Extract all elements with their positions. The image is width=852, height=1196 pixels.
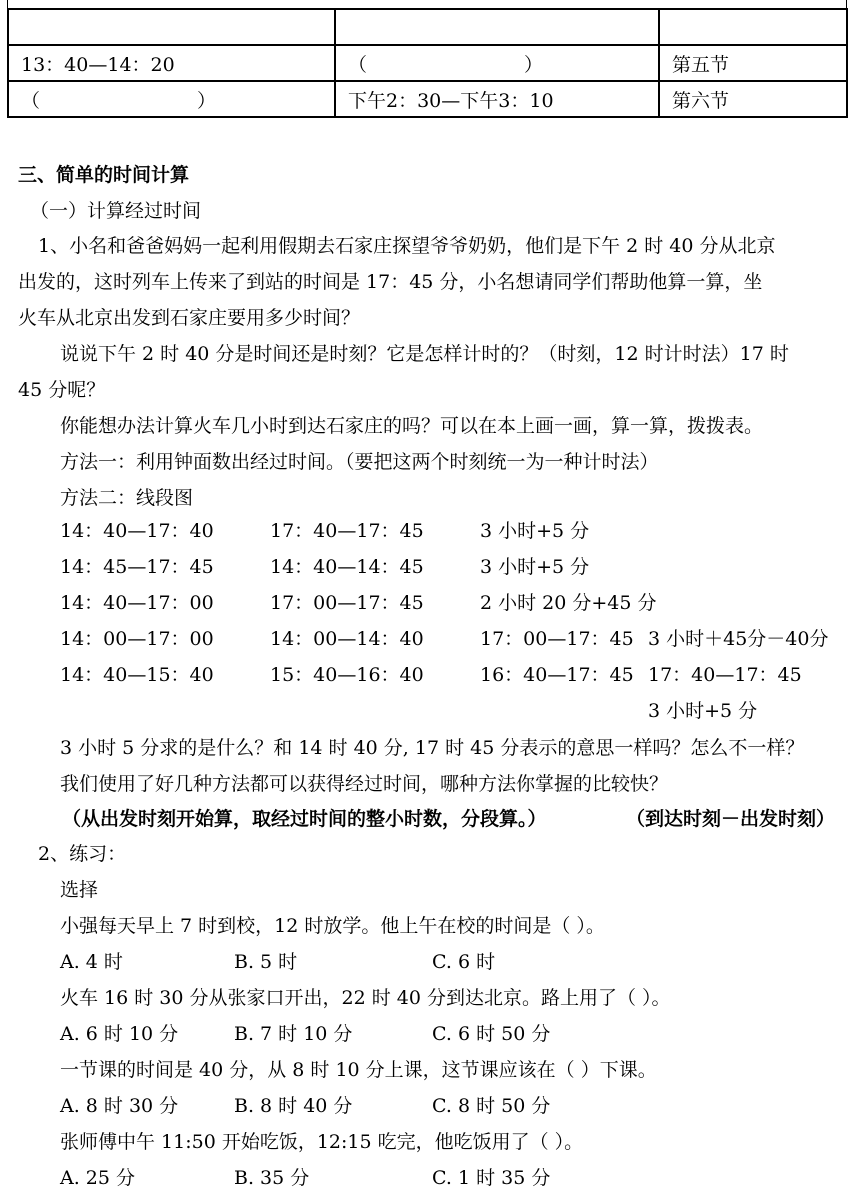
option-b: B. 5 时 (234, 951, 298, 973)
calc-cell: 2 小时 20 分+45 分 (480, 592, 657, 614)
calc-cell: 3 小时+5 分 (480, 520, 590, 542)
calc-cell: 3 小时+5 分 (648, 700, 758, 722)
option-c: C. 8 时 50 分 (432, 1095, 551, 1117)
schedule-table (7, 8, 848, 118)
table-cell: 13：40—14：20 (8, 45, 335, 81)
calc-cell: 15：40—16：40 (270, 664, 424, 686)
option-c: C. 1 时 35 分 (432, 1167, 551, 1189)
calc-cell: 3 小时＋45分－40分 (648, 628, 829, 650)
table-cell: 第五节 (659, 45, 847, 81)
option-c: C. 6 时 (432, 951, 496, 973)
reflection-line: 3 小时 5 分求的是什么？和 14 时 40 分, 17 时 45 分表示的意思一样吗？怎么不一样？ (60, 737, 805, 759)
calc-cell: 14：40—17：00 (60, 592, 214, 614)
subsection-title: （一）计算经过时间 (30, 200, 202, 222)
calc-cell: 17：40—17：45 (648, 664, 802, 686)
q1-line: 1、小名和爸爸妈妈一起利用假期去石家庄探望爷爷奶奶，他们是下午 2 时 40 分从北京 (38, 235, 776, 257)
method-one: 方法一：利用钟面数出经过时间。（要把这两个时刻统一为一种计时法） (60, 451, 659, 473)
table-cell: 下午2：30—下午3：10 (335, 81, 659, 117)
bold-hint-left: （从出发时刻开始算，取经过时间的整小时数，分段算。） (62, 808, 547, 830)
question-text: 小强每天早上 7 时到校，12 时放学。他上午在校的时间是（ ）。 (60, 915, 605, 937)
table-row (8, 45, 847, 81)
option-a: A. 8 时 30 分 (60, 1095, 179, 1117)
table-cell (659, 9, 847, 45)
option-a: A. 25 分 (60, 1167, 136, 1189)
q1-line: 火车从北京出发到石家庄要用多少时间？ (18, 307, 361, 329)
question-text: 一节课的时间是 40 分，从 8 时 10 分上课，这节课应该在（ ）下课。 (60, 1059, 657, 1081)
question-text: 张师傅中午 11:50 开始吃饭，12:15 吃完，他吃饭用了（ ）。 (60, 1131, 584, 1153)
option-a: A. 6 时 10 分 (60, 1023, 179, 1045)
q1-line: 出发的，这时列车上传来了到站的时间是 17：45 分，小名想请同学们帮助他算一算，坐 (18, 271, 763, 293)
reflection-line: 我们使用了好几种方法都可以获得经过时间，哪种方法你掌握的比较快？ (60, 773, 669, 795)
calc-cell: 16：40—17：45 (480, 664, 634, 686)
q1-line: 说说下午 2 时 40 分是时间还是时刻？它是怎样计时的？（时刻，12 时计时法）17 时 (60, 343, 789, 365)
option-c: C. 6 时 50 分 (432, 1023, 551, 1045)
option-a: A. 4 时 (60, 951, 123, 973)
calc-cell: 17：40—17：45 (270, 520, 424, 542)
option-b: B. 8 时 40 分 (234, 1095, 353, 1117)
method-two: 方法二：线段图 (60, 487, 194, 509)
calc-cell: 14：40—14：45 (270, 556, 424, 578)
calc-cell: 14：40—17：40 (60, 520, 214, 542)
calc-cell: 14：00—17：00 (60, 628, 214, 650)
question-text: 火车 16 时 30 分从张家口开出，22 时 40 分到达北京。路上用了（ ）。 (60, 987, 671, 1009)
bold-hint-right: （到达时刻－出发时刻） (626, 808, 836, 830)
q1-line: 你能想办法计算火车几小时到达石家庄的吗？可以在本上画一画，算一算，拨拨表。 (60, 415, 764, 437)
calc-cell: 17：00—17：45 (480, 628, 634, 650)
table-top-border (7, 0, 847, 8)
table-cell: （ ） (8, 81, 335, 117)
table-cell: 第六节 (659, 81, 847, 117)
q2-title: 2、练习： (38, 843, 127, 865)
option-b: B. 7 时 10 分 (234, 1023, 353, 1045)
table-cell: （ ） (335, 45, 659, 81)
calc-cell: 17：00—17：45 (270, 592, 424, 614)
table-cell (8, 9, 335, 45)
calc-cell: 14：00—14：40 (270, 628, 424, 650)
table-row (8, 81, 847, 117)
calc-cell: 3 小时+5 分 (480, 556, 590, 578)
table-row (8, 9, 847, 45)
choose-label: 选择 (60, 879, 99, 901)
q1-line: 45 分呢？ (18, 379, 106, 401)
table-cell (335, 9, 659, 45)
option-b: B. 35 分 (234, 1167, 310, 1189)
section-title: 三、简单的时间计算 (18, 164, 190, 186)
calc-cell: 14：45—17：45 (60, 556, 214, 578)
calc-cell: 14：40—15：40 (60, 664, 214, 686)
